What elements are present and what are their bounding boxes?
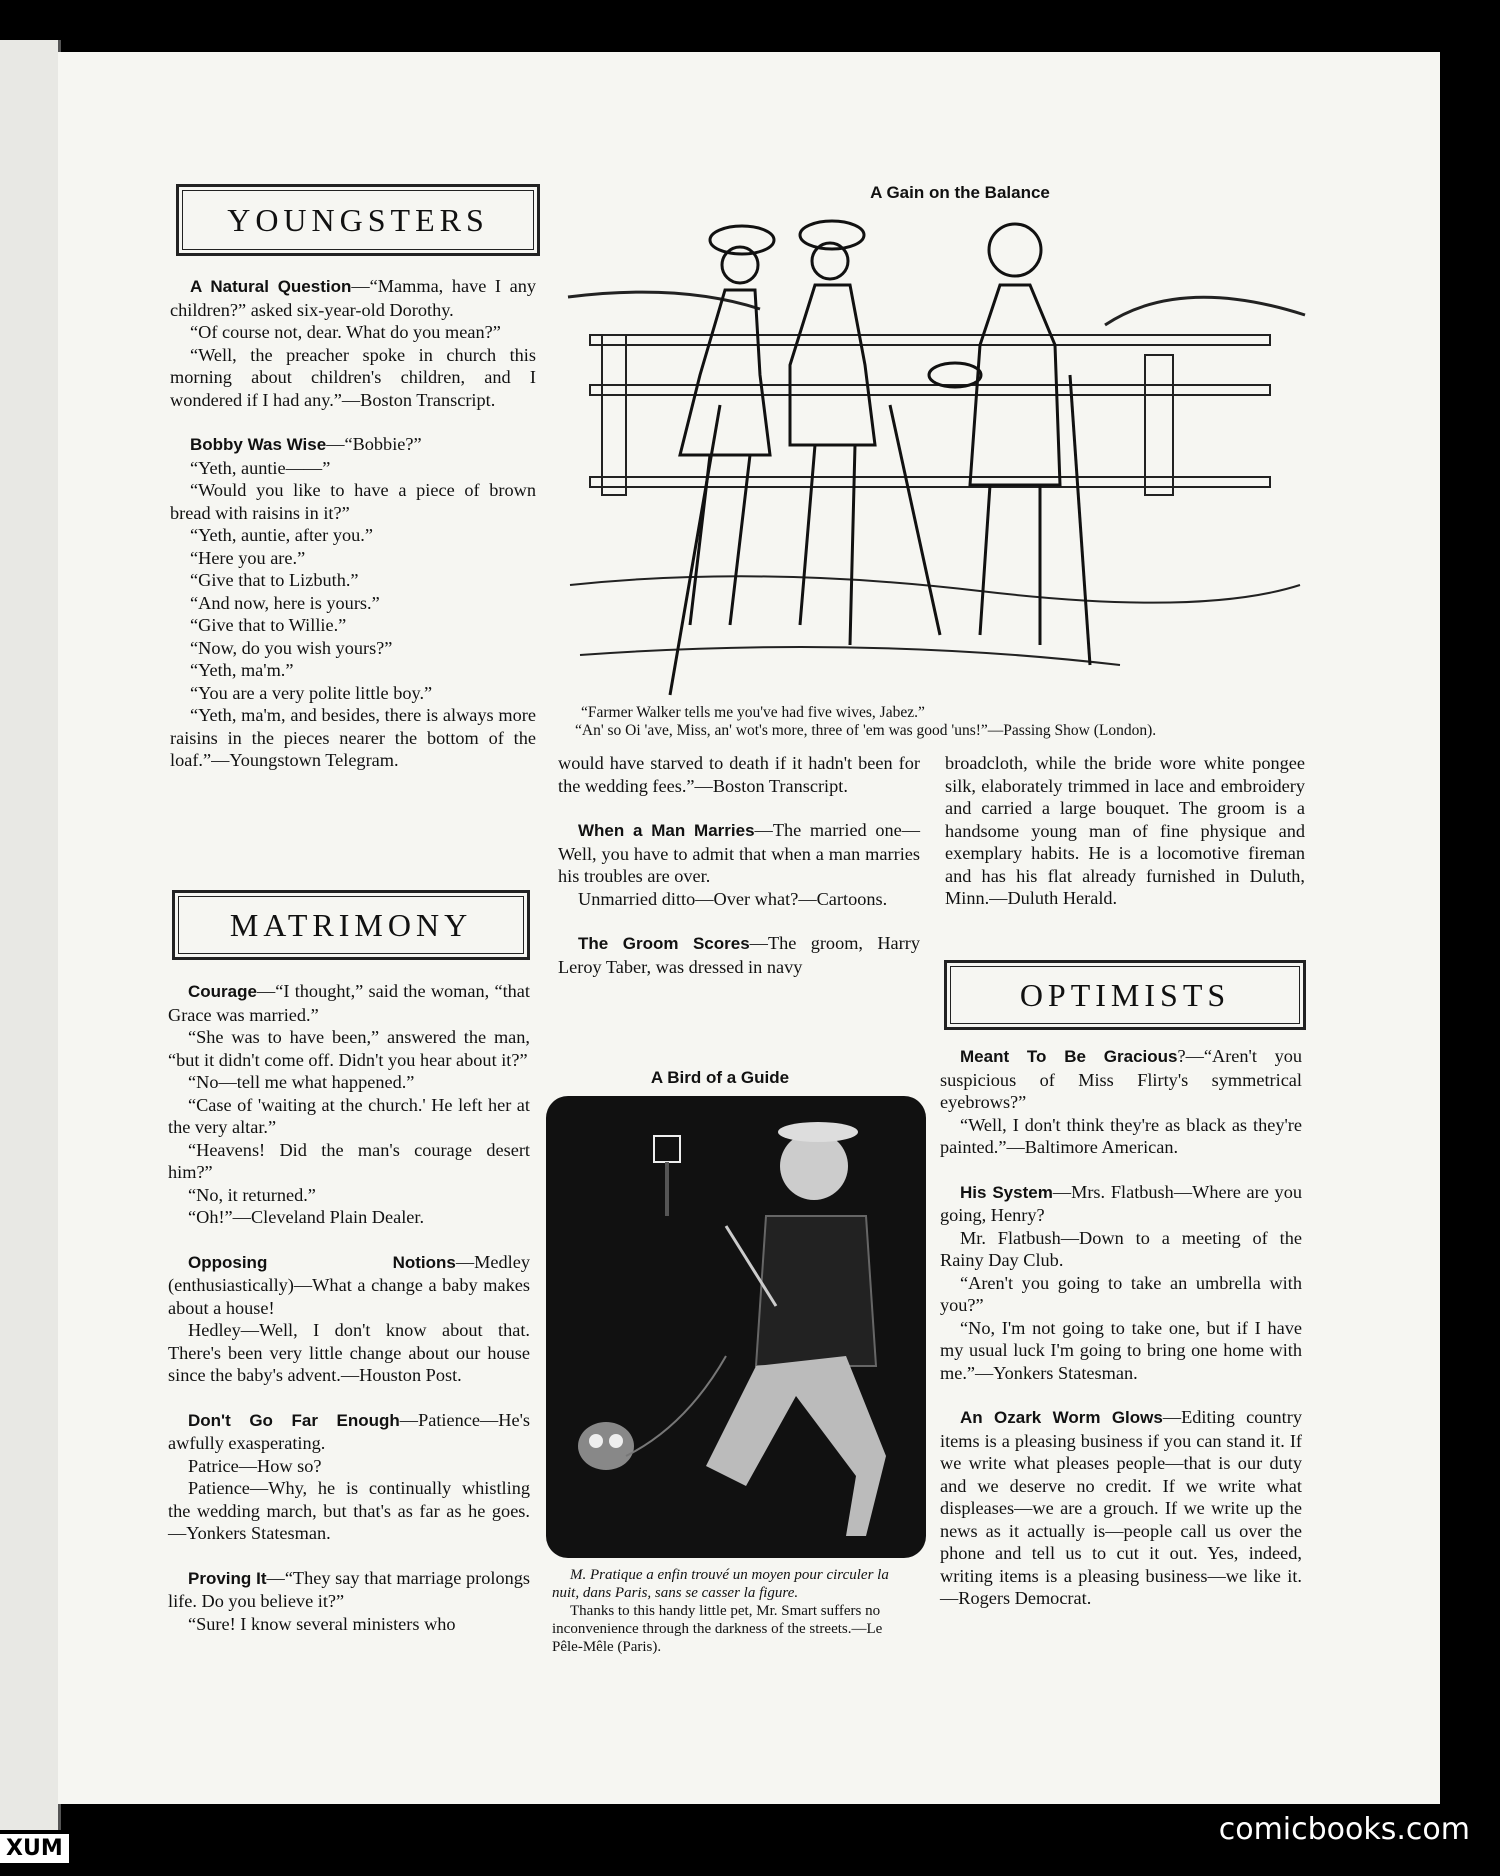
cartoon-title-bird-of-a-guide: A Bird of a Guide — [650, 1068, 790, 1087]
line: “Now, do you wish yours?” — [190, 637, 393, 658]
column-3-bottom — [940, 1045, 1302, 1632]
article-dont-go-far-enough — [168, 1409, 530, 1545]
line: “Heavens! Did the man's courage desert him?” — [168, 1139, 530, 1182]
section-header-optimists: OPTIMISTS — [944, 960, 1306, 1030]
text: Unmarried ditto—Over what?—Cartoons. — [578, 888, 888, 909]
line: “Give that to Lizbuth.” — [190, 570, 359, 590]
column-3-top — [945, 752, 1305, 932]
girl-figure-left — [670, 226, 774, 695]
article-courage — [168, 980, 530, 1229]
headline: His System — [960, 1182, 1053, 1202]
text: —Editing country items is a pleasing business if you can stand it. If we write what pleases people—that is our duty and we deserve no credit. If we write what displeases—we are a grouch. If we write up the news as it actually is—people call us over the phone and tell us to cut it out. Yes, indeed, writing items is a pleasing business—we like it.—Rogers Democrat. — [940, 1407, 1302, 1608]
text: broadcloth, while the bride wore white pongee silk, elaborately trimmed in lace and embroidery and carried a large bouquet. The groom is a handsome young man of fine physique and exemplary habits. He is a locomotive fireman and has his flat already furnished in Duluth, Minn.—Duluth Herald. — [945, 753, 1305, 908]
line: “No, I'm not going to take one, but if I have my usual luck I'm going to bring one home with me.”—Yonkers Statesman. — [940, 1317, 1302, 1383]
article-meant-to-be-gracious — [940, 1045, 1302, 1159]
site-watermark: comicbooks.com — [1218, 1812, 1470, 1847]
text: —The married one—Well, you have to admit that when a man marries his troubles are over. — [558, 820, 920, 886]
headline: Opposing Notions — [188, 1252, 456, 1272]
article-opposing-notions — [168, 1251, 530, 1387]
cartoon-caption-gain — [575, 704, 1315, 740]
section-header-youngsters: YOUNGSTERS — [176, 184, 540, 256]
line: “Yeth, ma'm.” — [190, 660, 294, 680]
article-natural-question — [170, 275, 536, 411]
line: “And now, here is yours.” — [190, 592, 380, 613]
cartoon-caption-bird — [552, 1566, 914, 1656]
text: —Mrs. Flatbush—Where are you going, Henry? — [940, 1181, 1302, 1225]
caption-french: M. Pratique a enfin trouvé un moyen pour circuler la nuit, dans Paris, sans se casser la figure. — [552, 1567, 889, 1601]
line: “Give that to Willie.” — [190, 615, 347, 635]
line: “Yeth, auntie——” — [190, 457, 331, 478]
headline: The Groom Scores — [578, 934, 750, 953]
headline: A Natural Question — [190, 277, 352, 296]
line: Patience—Why, he is continually whistling the wedding march, but that's as far as he goes.—Yonkers Statesman. — [168, 1478, 530, 1543]
headline: An Ozark Worm Glows — [960, 1408, 1163, 1427]
text: —“I thought,” said the woman, “that Grace was married.” — [168, 981, 530, 1025]
line: “No, it returned.” — [188, 1184, 316, 1205]
article-wedding-fees — [558, 752, 920, 797]
headline: Meant To Be Gracious — [960, 1047, 1178, 1066]
headline: Don't Go Far Enough — [188, 1410, 400, 1430]
caption-line: “An' so Oi 'ave, Miss, an' wot's more, three of 'em was good 'uns!”—Passing Show (London). — [575, 722, 1157, 739]
line: “Aren't you going to take an umbrella with you?” — [940, 1272, 1302, 1315]
line: “Yeth, ma'm, and besides, there is always more raisins in the pieces nearer the bottom of the loaf.”—Youngstown Telegram. — [170, 705, 536, 770]
article-his-system — [940, 1181, 1302, 1385]
line: “She was to have been,” answered the man, “but it didn't come off. Didn't you hear about it?” — [168, 1027, 530, 1070]
facing-page-edge — [0, 40, 61, 1830]
article-when-a-man-marries — [558, 819, 920, 910]
article-groom-scores — [558, 932, 920, 978]
line: “You are a very polite little boy.” — [190, 682, 433, 703]
line: “Oh!”—Cleveland Plain Dealer. — [188, 1207, 425, 1227]
edge-label: XUM — [0, 1834, 69, 1863]
caption-line: “Farmer Walker tells me you've had five wives, Jabez.” — [581, 704, 925, 721]
text: would have starved to death if it hadn't been for the wedding fees.”—Boston Transcript. — [558, 753, 920, 796]
headline: When a Man Marries — [578, 821, 755, 840]
text: “Sure! I know several ministers who — [188, 1613, 456, 1634]
text: “Well, the preacher spoke in church this morning about children's children, and I wondered if I had any.”—Boston Transcript. — [170, 344, 536, 410]
text: ?—“Aren't you suspicious of Miss Flirty's symmetrical eyebrows?” — [940, 1046, 1303, 1112]
text: Hedley—Well, I don't know about that. There's been very little change about our house since the baby's advent.—Houston Post. — [168, 1320, 530, 1385]
column-2 — [558, 752, 920, 1000]
text: —“Mamma, have I any children?” asked six-year-old Dorothy. — [170, 276, 536, 320]
text: “Of course not, dear. What do you mean?” — [190, 322, 501, 342]
column-1-top — [170, 275, 536, 794]
article-ozark-worm-glows — [940, 1406, 1302, 1610]
headline: Proving It — [188, 1568, 267, 1588]
text: —“They say that marriage prolongs life. Do you believe it?” — [168, 1567, 530, 1611]
headline: Courage — [188, 982, 257, 1001]
line: “Case of 'waiting at the church.' He left her at the very altar.” — [168, 1094, 530, 1137]
headline: Bobby Was Wise — [190, 435, 327, 454]
line: “Yeth, auntie, after you.” — [190, 525, 373, 545]
text: —Patience—He's awfully exasperating. — [168, 1409, 530, 1453]
section-header-matrimony: MATRIMONY — [172, 890, 530, 960]
column-1-bottom — [168, 980, 530, 1657]
line: Mr. Flatbush—Down to a meeting of the Rainy Day Club. — [940, 1227, 1302, 1270]
cartoon-illustration-bird — [546, 1096, 926, 1558]
line: “Here you are.” — [190, 547, 306, 568]
line: Patrice—How so? — [188, 1455, 322, 1476]
text: “Well, I don't think they're as black as they're painted.”—Baltimore American. — [940, 1114, 1302, 1157]
line: “No—tell me what happened.” — [188, 1072, 415, 1092]
article-groom-continued — [945, 752, 1305, 910]
article-proving-it — [168, 1567, 530, 1636]
line: “Would you like to have a piece of brown bread with raisins in it?” — [170, 480, 536, 523]
text: —The groom, Harry Leroy Taber, was dressed in navy — [558, 933, 920, 977]
text: —“Bobbie?” — [326, 434, 422, 454]
text: —Medley (enthusiastically)—What a change a baby makes about a house! — [168, 1251, 530, 1318]
caption-english: Thanks to this handy little pet, Mr. Smart suffers no inconvenience through the darkness of the streets.—Le Pêle-Mêle (Paris). — [552, 1603, 883, 1655]
article-bobby-was-wise — [170, 433, 536, 772]
cartoon-title-gain-on-balance: A Gain on the Balance — [870, 183, 1050, 202]
cartoon-illustration-gain — [560, 205, 1320, 705]
